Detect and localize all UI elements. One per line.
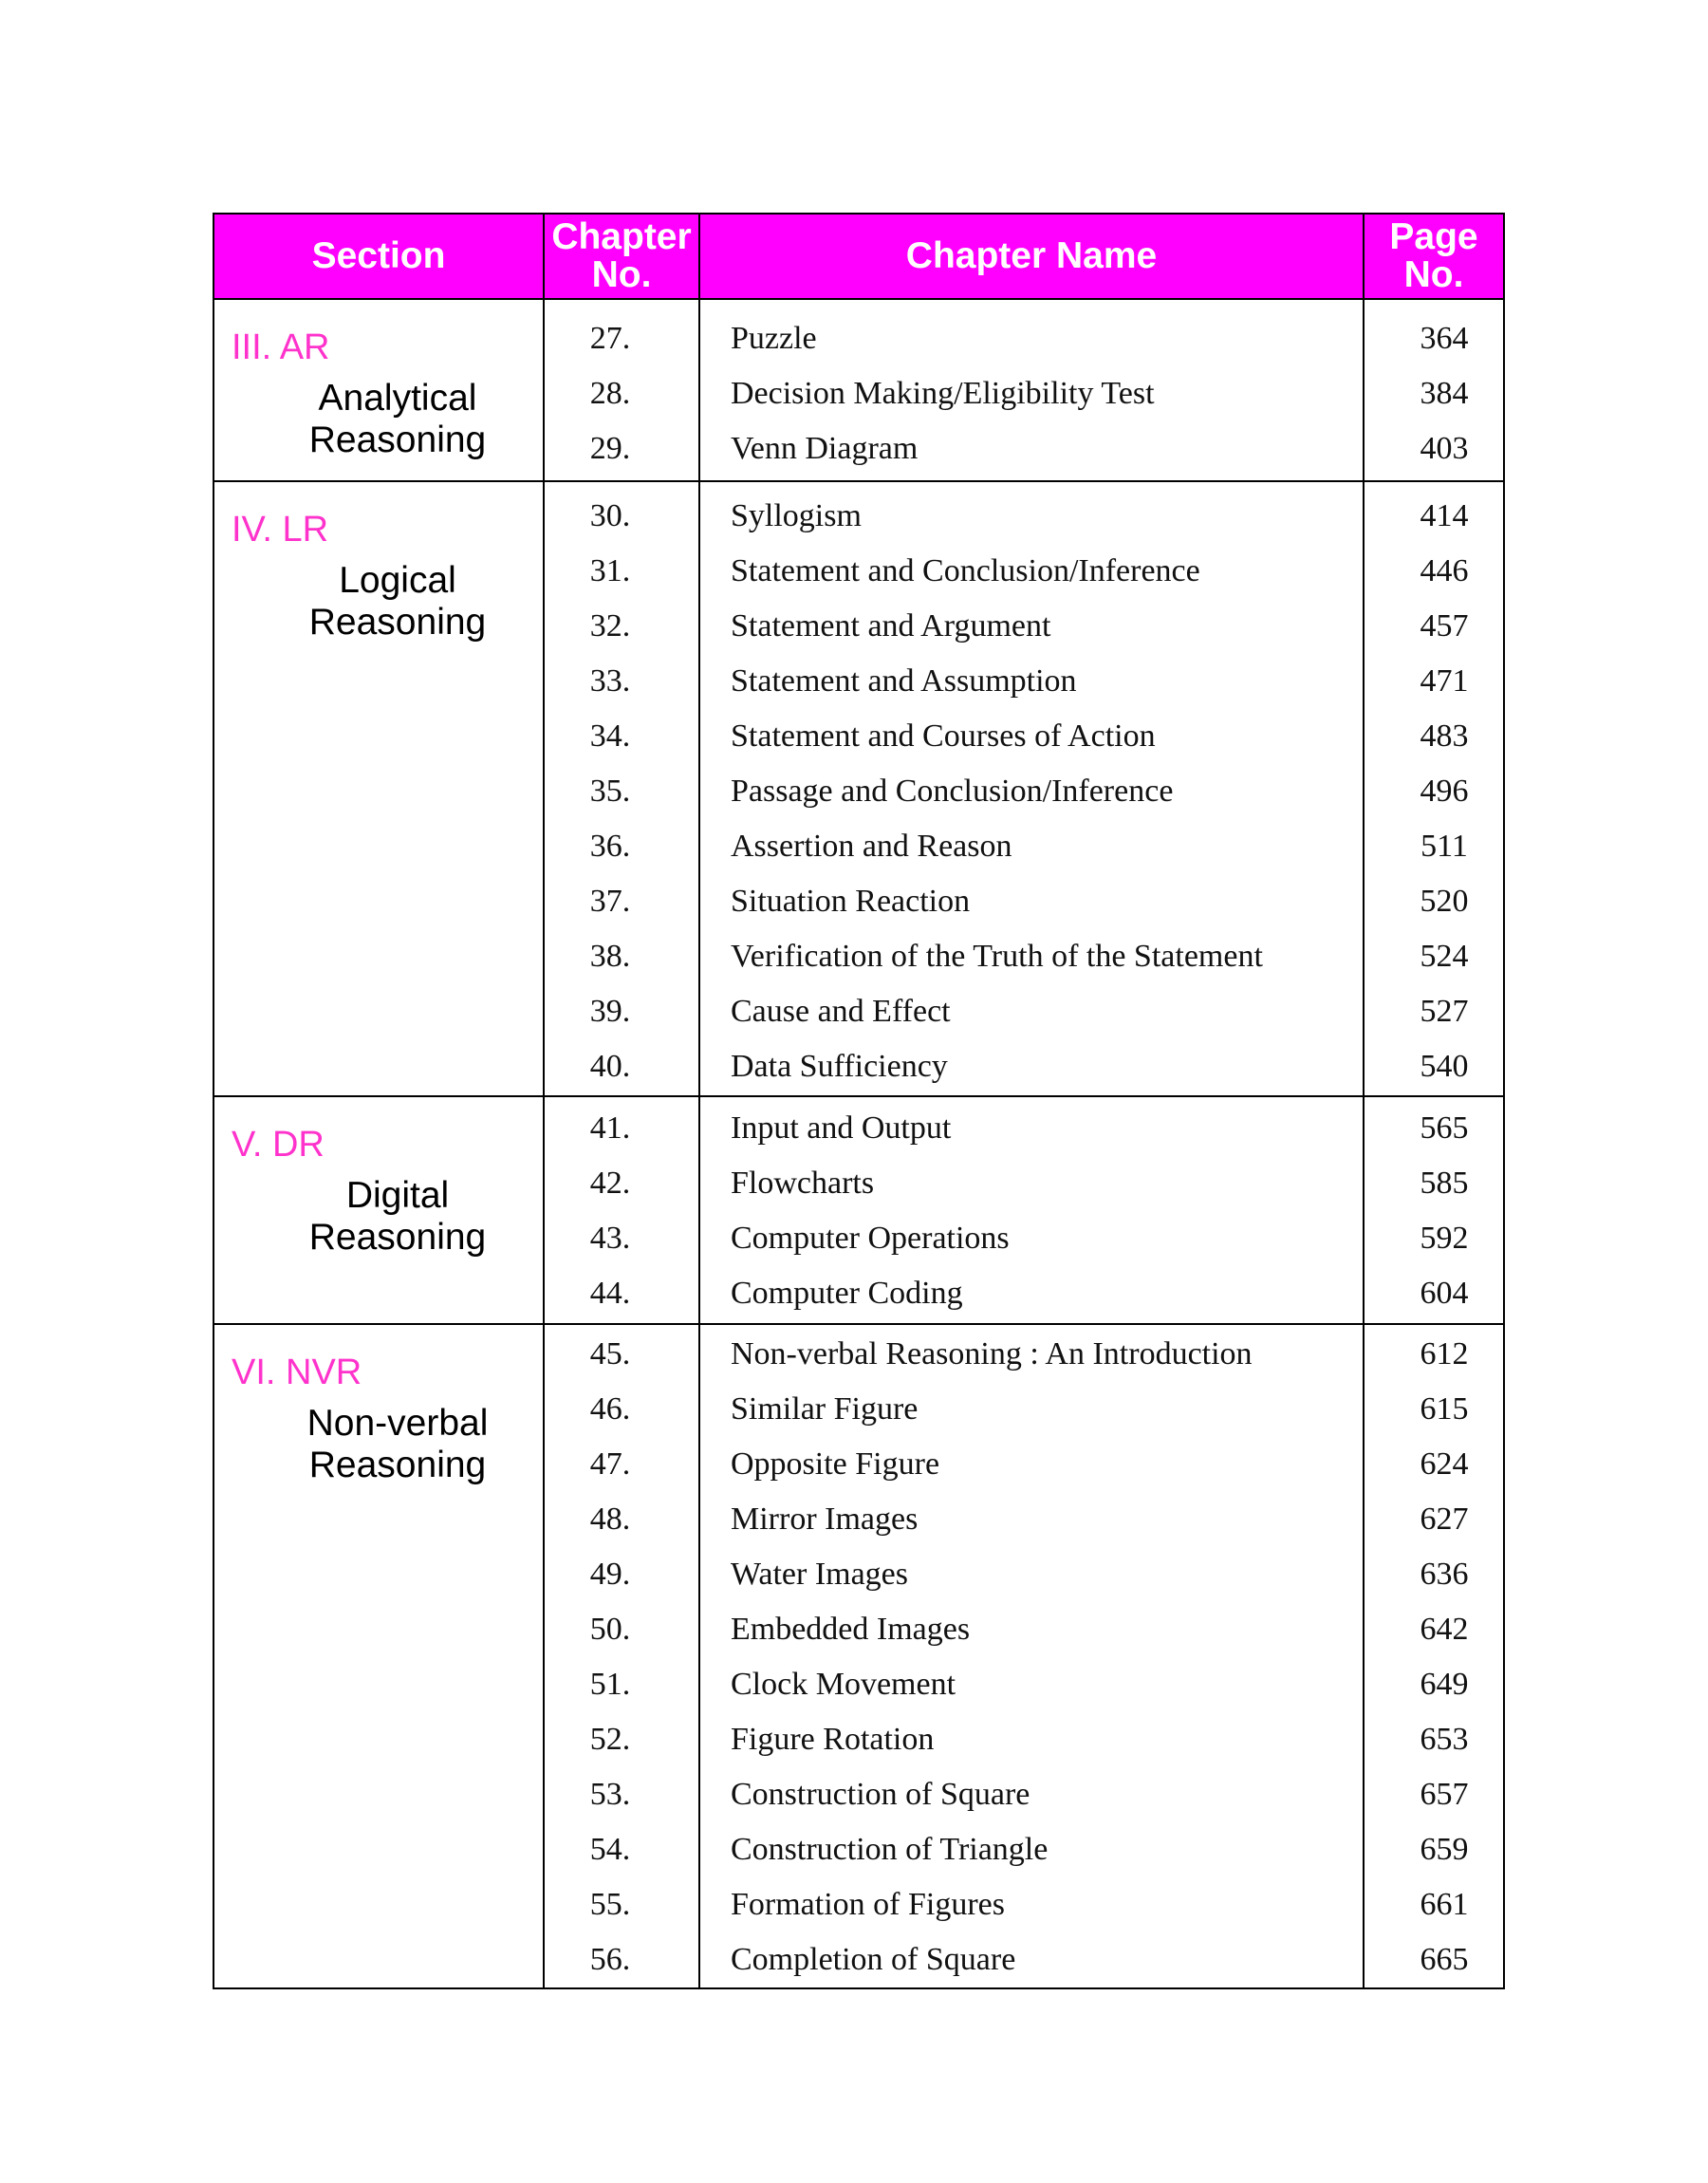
- chapter-number: 56.: [589, 1942, 631, 1977]
- chapter-name: Opposite Figure: [731, 1446, 940, 1482]
- page-number: 585: [1420, 1166, 1469, 1201]
- header-chapter-name: [699, 214, 1364, 299]
- header-chapter-no: [544, 214, 699, 299]
- chapter-name: Similar Figure: [731, 1391, 919, 1427]
- page-number-list: [1365, 300, 1503, 480]
- section-group: [214, 481, 1504, 1096]
- chapter-number: 29.: [589, 431, 631, 466]
- page-number-column: [1364, 1324, 1504, 1988]
- contents-table: [213, 213, 1505, 1989]
- section-group: [214, 1324, 1504, 1988]
- chapter-number: 48.: [589, 1502, 631, 1537]
- page-number-column: [1364, 299, 1504, 481]
- page-number: 612: [1420, 1336, 1469, 1371]
- chapter-name: Puzzle: [731, 321, 817, 356]
- header-chapter-name-label: Chapter Name: [905, 235, 1158, 276]
- chapter-name: Cause and Effect: [731, 994, 951, 1029]
- section-cell: [214, 481, 544, 1096]
- section-code: V. DR: [232, 1125, 325, 1165]
- chapter-name: Computer Operations: [731, 1221, 1010, 1256]
- page-number-list: [1365, 1325, 1503, 1987]
- chapter-name: Statement and Assumption: [731, 663, 1077, 699]
- chapter-name: Computer Coding: [731, 1276, 963, 1311]
- chapter-name: Figure Rotation: [731, 1722, 935, 1757]
- chapter-name-list: [700, 300, 1363, 480]
- chapter-name-column: [699, 1324, 1364, 1988]
- section-name-line1: Non-verbal: [306, 1403, 489, 1444]
- chapter-name: Situation Reaction: [731, 884, 971, 919]
- page-number: 661: [1420, 1887, 1469, 1922]
- section-name-line1: Logical: [339, 560, 456, 601]
- page-number-column: [1364, 1096, 1504, 1324]
- page-number: 657: [1420, 1777, 1469, 1812]
- chapter-number: 28.: [589, 376, 631, 411]
- header-section-label: Section: [311, 235, 446, 276]
- header-chapter-no-line2: No.: [591, 254, 652, 295]
- chapter-number: 32.: [589, 608, 631, 644]
- section-group: [214, 1096, 1504, 1324]
- chapter-number-list: [545, 1325, 698, 1987]
- chapter-number: 47.: [589, 1446, 631, 1482]
- chapter-number-column: [544, 1324, 699, 1988]
- page-number: 483: [1420, 718, 1469, 754]
- page-number: 446: [1420, 553, 1469, 588]
- chapter-number: 36.: [589, 829, 631, 864]
- chapter-number: 45.: [589, 1336, 631, 1371]
- chapter-number: 50.: [589, 1612, 631, 1647]
- chapter-name: Formation of Figures: [731, 1887, 1005, 1922]
- chapter-number-column: [544, 481, 699, 1096]
- header-page-no-line2: No.: [1403, 254, 1464, 295]
- section-name: [214, 560, 543, 644]
- chapter-name-column: [699, 481, 1364, 1096]
- chapter-name: Passage and Conclusion/Inference: [731, 774, 1174, 809]
- chapter-name: Flowcharts: [731, 1166, 875, 1201]
- chapter-number: 54.: [589, 1832, 631, 1867]
- section-cell: [214, 1324, 544, 1988]
- chapter-name: Completion of Square: [731, 1942, 1016, 1977]
- chapter-name: Water Images: [731, 1557, 908, 1592]
- section-name-line2: Reasoning: [308, 420, 487, 460]
- page-number-list: [1365, 1097, 1503, 1323]
- page-number-list: [1365, 482, 1503, 1095]
- page-number: 414: [1420, 498, 1469, 533]
- chapter-name-list: [700, 1097, 1363, 1323]
- chapter-name: Construction of Square: [731, 1777, 1030, 1812]
- page-number: 624: [1420, 1446, 1469, 1482]
- chapter-name: Verification of the Truth of the Statement: [731, 939, 1263, 974]
- page-number: 524: [1420, 939, 1469, 974]
- section-cell: [214, 299, 544, 481]
- page-number: 665: [1420, 1942, 1469, 1977]
- chapter-name: Statement and Argument: [731, 608, 1051, 644]
- chapter-number: 51.: [589, 1667, 631, 1702]
- chapter-number-list: [545, 1097, 698, 1323]
- chapter-name: Clock Movement: [731, 1667, 956, 1702]
- chapter-number: 44.: [589, 1276, 631, 1311]
- page-number: 653: [1420, 1722, 1469, 1757]
- chapter-number-list: [545, 482, 698, 1095]
- chapter-number: 43.: [589, 1221, 631, 1256]
- chapter-name: Construction of Triangle: [731, 1832, 1049, 1867]
- chapter-name-column: [699, 299, 1364, 481]
- page-number: 540: [1420, 1049, 1469, 1084]
- page-number: 364: [1420, 321, 1469, 356]
- page-number: 649: [1420, 1667, 1469, 1702]
- chapter-name: Embedded Images: [731, 1612, 971, 1647]
- chapter-name-column: [699, 1096, 1364, 1324]
- chapter-number: 40.: [589, 1049, 631, 1084]
- chapter-number-list: [545, 300, 698, 480]
- section-code: III. AR: [232, 327, 330, 367]
- chapter-number: 55.: [589, 1887, 631, 1922]
- chapter-name-list: [700, 1325, 1363, 1987]
- section-name: [214, 1175, 543, 1259]
- page-number: 511: [1420, 829, 1468, 864]
- section-name-line2: Reasoning: [308, 1217, 487, 1258]
- section-name: [214, 378, 543, 461]
- chapter-name: Non-verbal Reasoning : An Introduction: [731, 1336, 1253, 1371]
- chapter-number-column: [544, 299, 699, 481]
- chapter-number: 46.: [589, 1391, 631, 1427]
- table-header-row: [214, 214, 1504, 299]
- chapter-name: Decision Making/Eligibility Test: [731, 376, 1155, 411]
- chapter-name: Mirror Images: [731, 1502, 919, 1537]
- chapter-number: 30.: [589, 498, 631, 533]
- header-section: [214, 214, 544, 299]
- section-name-line1: Digital: [345, 1175, 450, 1216]
- chapter-number: 39.: [589, 994, 631, 1029]
- page-number: 592: [1420, 1221, 1469, 1256]
- section-code: VI. NVR: [232, 1353, 362, 1392]
- chapter-number: 27.: [589, 321, 631, 356]
- header-page-no: [1364, 214, 1504, 299]
- chapter-number: 52.: [589, 1722, 631, 1757]
- section-name-line1: Analytical: [318, 378, 477, 419]
- chapter-name: Syllogism: [731, 498, 862, 533]
- chapter-name: Statement and Courses of Action: [731, 718, 1156, 754]
- chapter-number: 31.: [589, 553, 631, 588]
- chapter-number: 53.: [589, 1777, 631, 1812]
- chapter-number: 41.: [589, 1110, 631, 1146]
- section-name: [214, 1403, 543, 1486]
- chapter-number: 34.: [589, 718, 631, 754]
- chapter-number-column: [544, 1096, 699, 1324]
- section-code: IV. LR: [232, 510, 329, 550]
- page-number: 642: [1420, 1612, 1469, 1647]
- page-number: 520: [1420, 884, 1469, 919]
- chapter-name: Input and Output: [731, 1110, 952, 1146]
- chapter-number: 42.: [589, 1166, 631, 1201]
- chapter-name: Assertion and Reason: [731, 829, 1012, 864]
- page-number: 604: [1420, 1276, 1469, 1311]
- section-cell: [214, 1096, 544, 1324]
- page-number: 471: [1420, 663, 1469, 699]
- header-chapter-no-line1: Chapter: [551, 216, 692, 257]
- page-number: 384: [1420, 376, 1469, 411]
- page-number: 527: [1420, 994, 1469, 1029]
- header-page-no-line1: Page: [1389, 216, 1478, 257]
- section-name-line2: Reasoning: [308, 1445, 487, 1485]
- page-number: 457: [1420, 608, 1469, 644]
- page-number: 615: [1420, 1391, 1469, 1427]
- chapter-name: Statement and Conclusion/Inference: [731, 553, 1200, 588]
- chapter-number: 33.: [589, 663, 631, 699]
- chapter-number: 37.: [589, 884, 631, 919]
- chapter-name: Venn Diagram: [731, 431, 919, 466]
- chapter-name-list: [700, 482, 1363, 1095]
- page-number: 565: [1420, 1110, 1469, 1146]
- chapter-number: 38.: [589, 939, 631, 974]
- page-number: 659: [1420, 1832, 1469, 1867]
- chapter-name: Data Sufficiency: [731, 1049, 948, 1084]
- page-number: 627: [1420, 1502, 1469, 1537]
- page-number: 496: [1420, 774, 1469, 809]
- chapter-number: 49.: [589, 1557, 631, 1592]
- page-number-column: [1364, 481, 1504, 1096]
- page-number: 403: [1420, 431, 1469, 466]
- chapter-number: 35.: [589, 774, 631, 809]
- page-number: 636: [1420, 1557, 1469, 1592]
- section-name-line2: Reasoning: [308, 602, 487, 643]
- section-group: [214, 299, 1504, 481]
